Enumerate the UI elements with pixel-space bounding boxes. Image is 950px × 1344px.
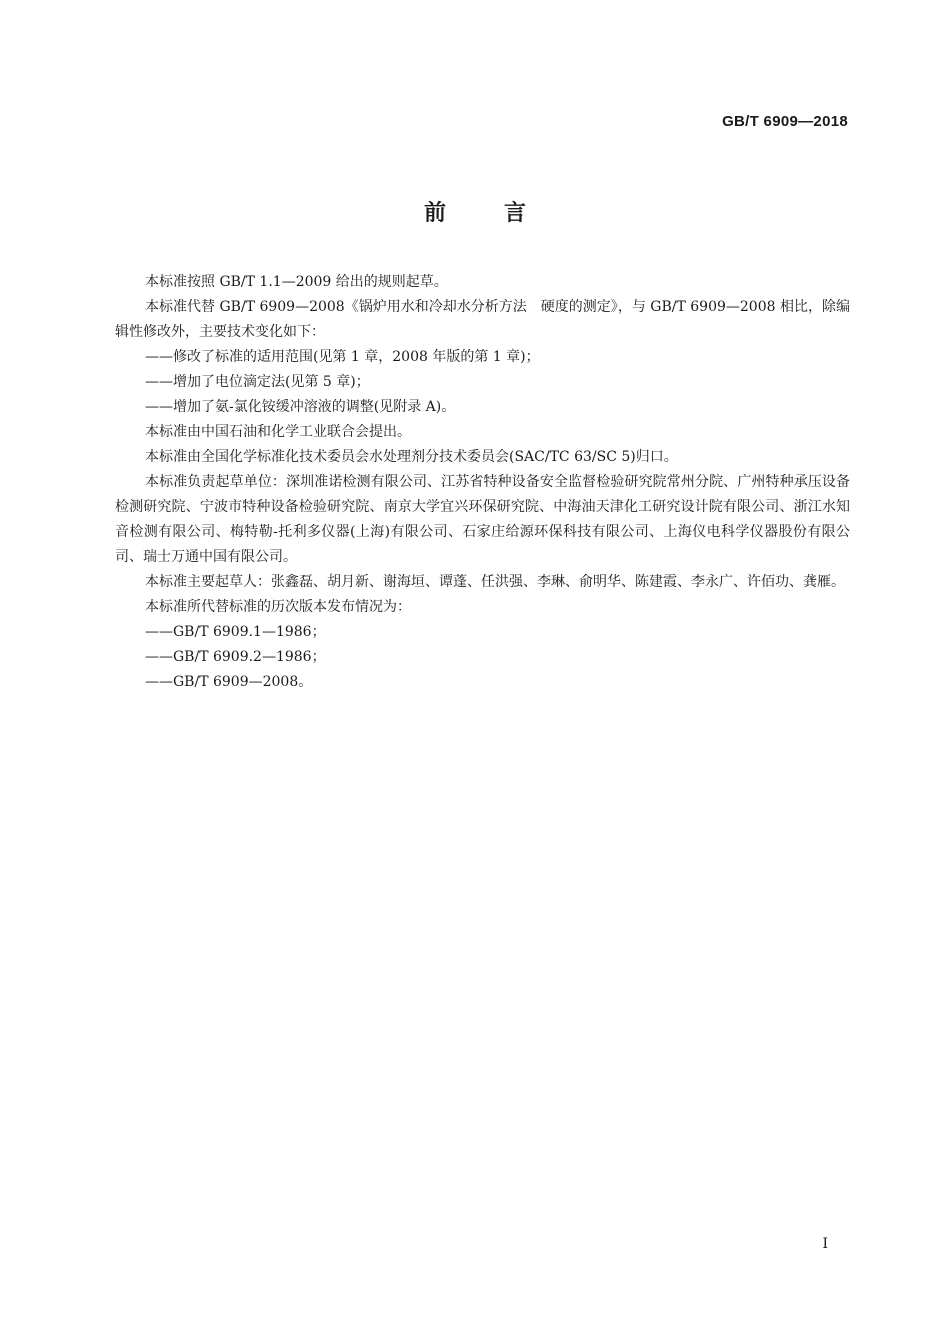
list-item-edition: ——GB/T 6909.1—1986； bbox=[145, 624, 326, 640]
page-number: I bbox=[822, 1236, 828, 1252]
standard-number: GB/T 6909—2018 bbox=[722, 113, 848, 130]
paragraph-proposed-by: 本标准由中国石油和化学工业联合会提出。 bbox=[145, 424, 411, 440]
list-item-edition: ——GB/T 6909.2—1986； bbox=[145, 649, 326, 665]
paragraph-drafting-units: 本标准负责起草单位：深圳准诺检测有限公司、江苏省特种设备安全监督检验研究院常州分院、广州特种承压设备检测研究院、宁波市特种设备检验研究院、南京大学宜兴环保研究院、中海油天津化工研究设计院有限公司、浙江水知音检测有限公司、梅特勒-托利多仪器(上海)有限公司、石家庄给源环保科技有限公司、上海仪电科学仪器股份有限公司、瑞士万通中国有限公司。 bbox=[115, 474, 850, 565]
paragraph-drafting-rules: 本标准按照 GB/T 1.1—2009 给出的规则起草。 bbox=[145, 274, 448, 290]
title-char-2: 言 bbox=[504, 201, 527, 226]
paragraph-previous-editions: 本标准所代替标准的历次版本发布情况为： bbox=[145, 599, 411, 615]
list-item-change: ——修改了标准的适用范围(见第 1 章，2008 年版的第 1 章)； bbox=[145, 349, 540, 365]
paragraph-drafters: 本标准主要起草人：张鑫磊、胡月新、谢海垣、谭蓬、任洪强、李琳、俞明华、陈建霞、李永广、许佰功、龚雁。 bbox=[145, 574, 845, 590]
foreword-body bbox=[115, 270, 850, 695]
list-item-edition: ——GB/T 6909—2008。 bbox=[145, 674, 313, 690]
title-char-1: 前 bbox=[423, 201, 446, 226]
list-item-change: ——增加了电位滴定法(见第 5 章)； bbox=[145, 374, 370, 390]
paragraph-centralized-by: 本标准由全国化学标准化技术委员会水处理剂分技术委员会(SAC/TC 63/SC 5)归口。 bbox=[145, 449, 678, 465]
page-title bbox=[0, 196, 950, 227]
list-item-change: ——增加了氨-氯化铵缓冲溶液的调整(见附录 A)。 bbox=[145, 399, 456, 415]
paragraph-replaces: 本标准代替 GB/T 6909—2008《锅炉用水和冷却水分析方法 硬度的测定》，与 GB/T 6909—2008 相比，除编辑性修改外，主要技术变化如下： bbox=[115, 299, 850, 340]
